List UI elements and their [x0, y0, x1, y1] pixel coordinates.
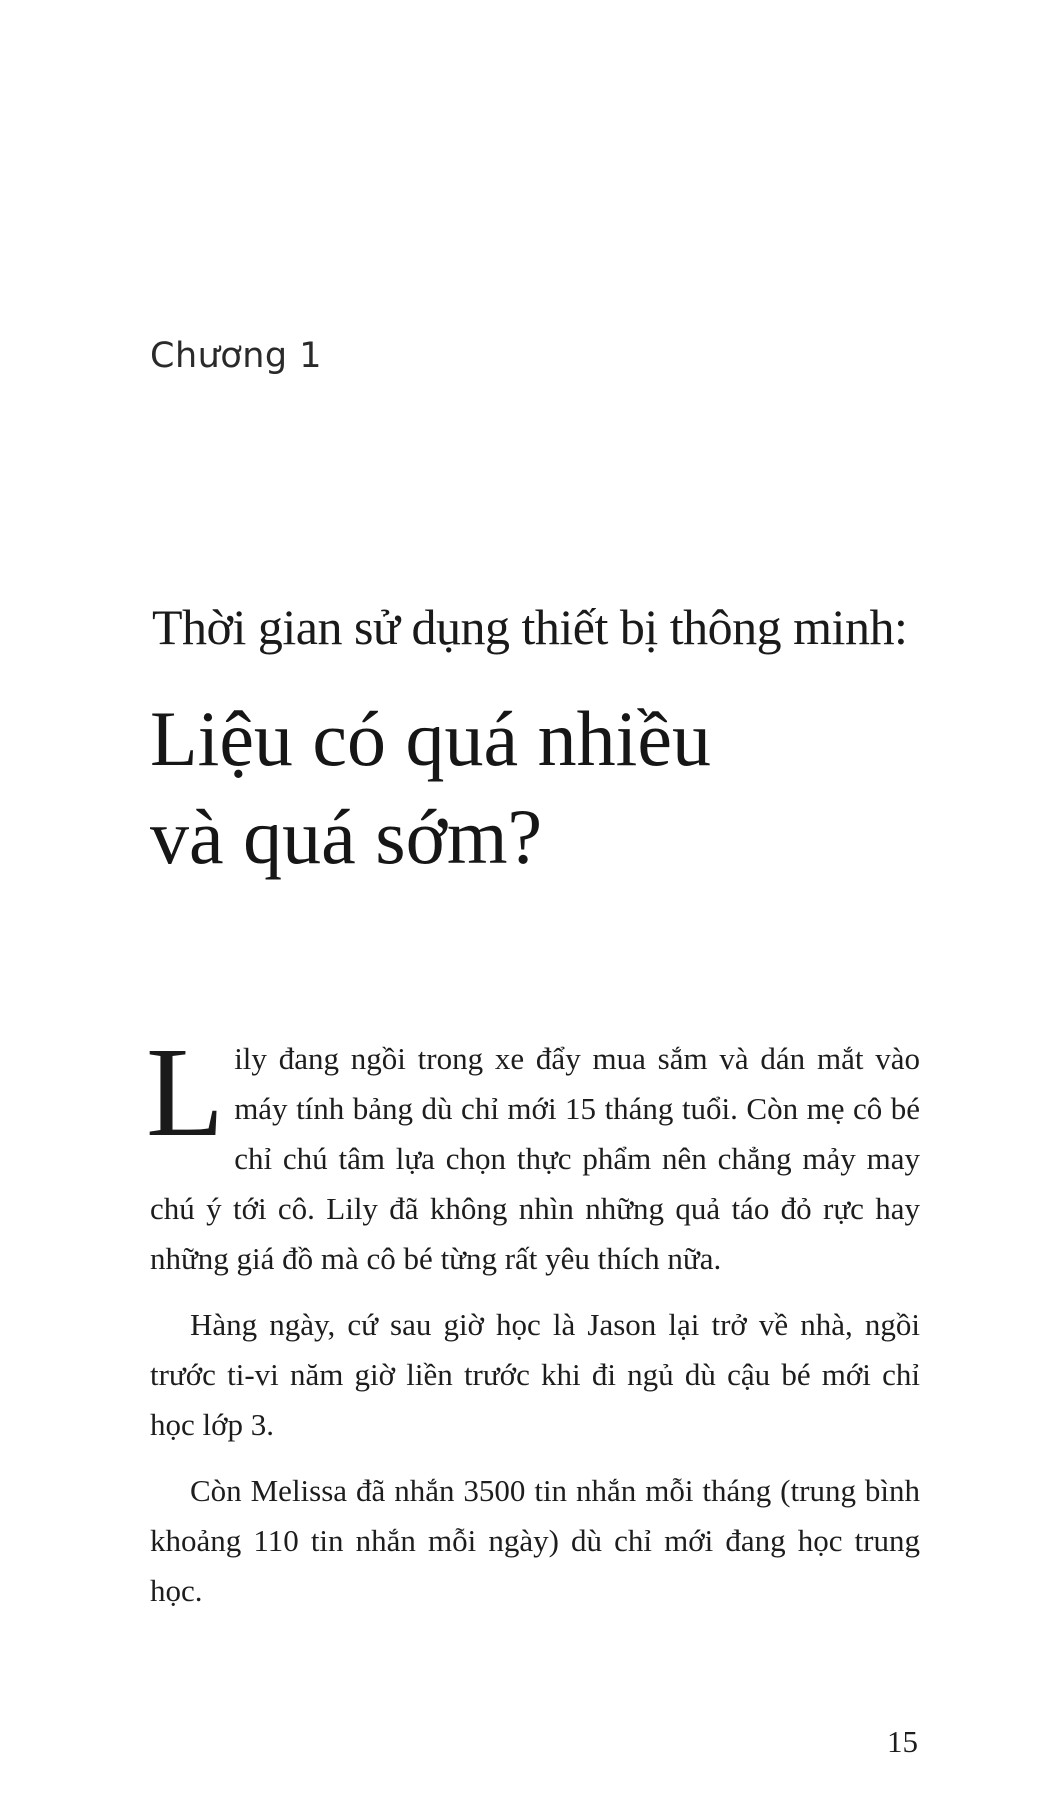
- paragraph-1: [146, 1021, 920, 1284]
- chapter-title-line-1: Liệu có quá nhiều: [150, 695, 711, 782]
- drop-cap: L: [146, 1021, 225, 1163]
- chapter-title-line-2: và quá sớm?: [150, 793, 543, 880]
- chapter-subtitle: Thời gian sử dụng thiết bị thông minh:: [152, 599, 908, 655]
- paragraph-1-text: ily đang ngồi trong xe đẩy mua sắm và dán mắt vào máy tính bảng dù chỉ mới 15 tháng tuổi. Còn mẹ cô bé chỉ chú tâm lựa chọn thực phẩm nên chẳng mảy may chú ý tới cô. Lily đã không nhìn những quả táo đỏ rực hay những giá đồ mà cô bé từng rất yêu thích nữa.: [150, 1041, 920, 1276]
- page-number: 15: [887, 1724, 918, 1759]
- paragraph-3: Còn Melissa đã nhắn 3500 tin nhắn mỗi tháng (trung bình khoảng 110 tin nhắn mỗi ngày) dù chỉ mới đang học trung học.: [150, 1473, 920, 1608]
- chapter-title: [150, 690, 711, 886]
- body-text: [146, 1021, 920, 1632]
- chapter-label: Chương 1: [150, 336, 323, 376]
- paragraph-2: Hàng ngày, cứ sau giờ học là Jason lại trở về nhà, ngồi trước ti-vi năm giờ liền trước khi đi ngủ dù cậu bé mới chỉ học lớp 3.: [150, 1307, 920, 1442]
